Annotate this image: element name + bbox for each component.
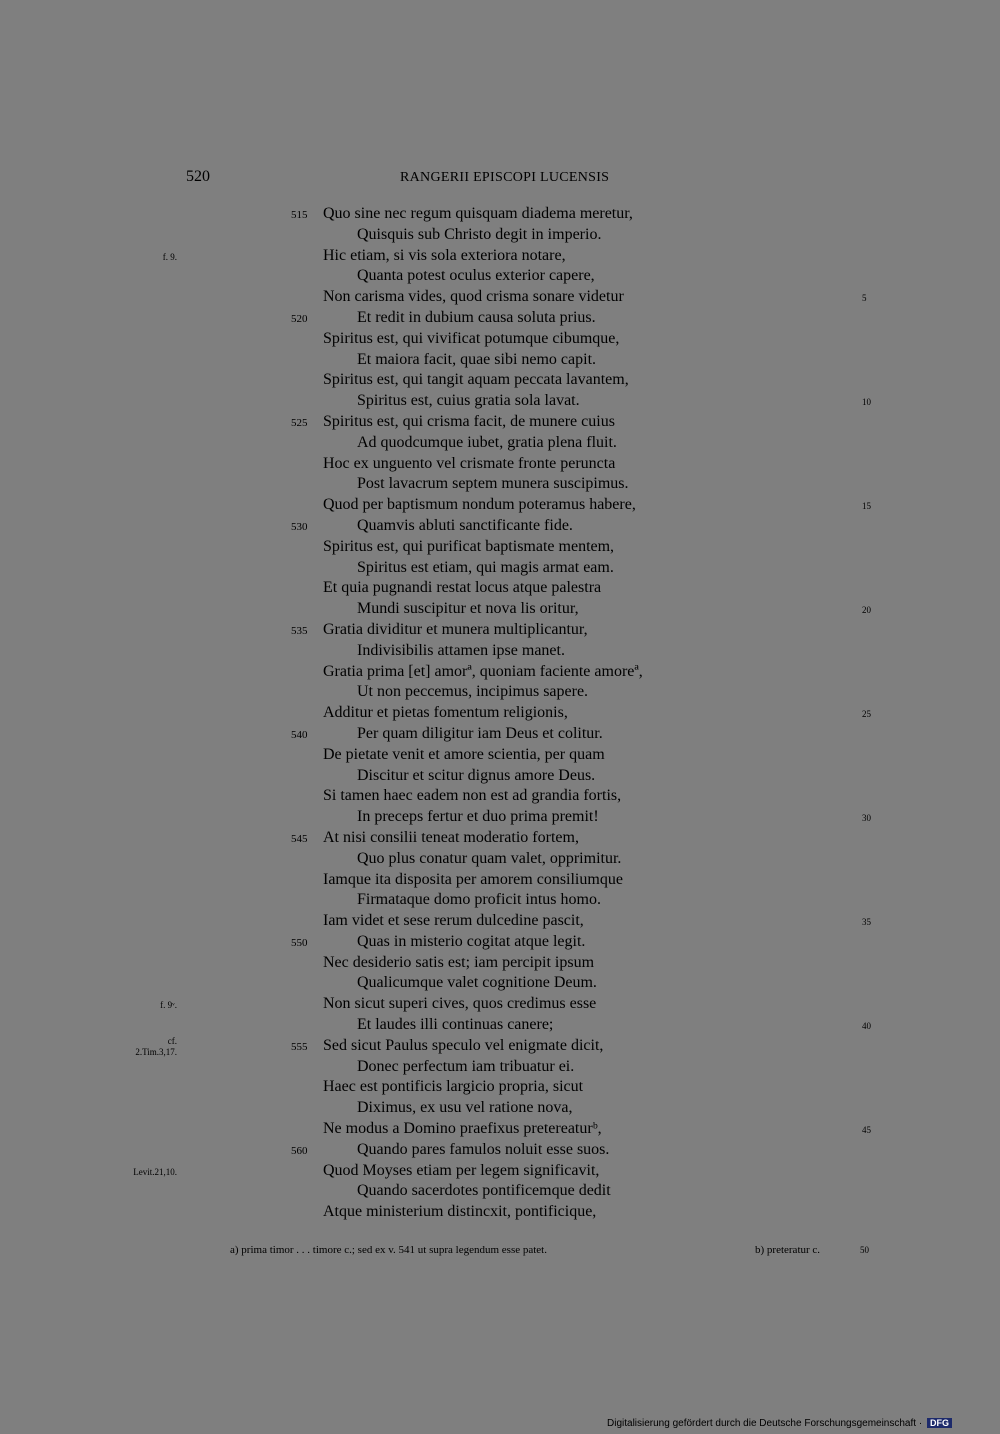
verse-text: Atque ministerium distincxit, pontificique, [323, 1203, 597, 1221]
verse-text: Spiritus est, cuius gratia sola lavat. [357, 392, 580, 410]
verse-text: Quas in misterio cogitat atque legit. [357, 932, 586, 950]
verse-text: Mundi suscipitur et nova lis oritur, [357, 600, 579, 618]
verse-line [0, 266, 1000, 287]
verse-text: Quo plus conatur quam valet, opprimitur. [357, 849, 622, 867]
verse-text: De pietate venit et amore scientia, per quam [323, 745, 605, 763]
verse-text: Hic etiam, si vis sola exteriora notare, [323, 246, 566, 264]
margin-note [135, 1036, 177, 1058]
verse-text: Diximus, ex usu vel ratione nova, [357, 1099, 573, 1117]
margin-note-line: cf. [167, 1035, 177, 1046]
verse-text: Spiritus est, qui tangit aquam peccata lavantem, [323, 371, 629, 389]
verse-text: Spiritus est etiam, qui magis armat eam. [357, 558, 614, 576]
verse-text: Additur et pietas fomentum religionis, [323, 704, 568, 722]
verse-text: Quod per baptismum nondum poteramus habere, [323, 496, 636, 514]
verse-line [0, 1181, 1000, 1202]
verse-line [0, 495, 1000, 516]
verse-line [0, 225, 1000, 246]
verse-line [0, 911, 1000, 932]
verse-line [0, 849, 1000, 870]
verse-line [0, 558, 1000, 579]
verse-text: Gratia dividitur et munera multiplicantur, [323, 620, 588, 638]
verse-line [0, 537, 1000, 558]
verse-line [0, 454, 1000, 475]
margin-note-line: Levit.21,10. [133, 1166, 177, 1177]
verse-line [0, 682, 1000, 703]
verse-line [0, 1140, 1000, 1161]
line-counter: 5 [862, 293, 867, 304]
margin-note-line: 2.Tim.3,17. [135, 1046, 177, 1057]
verse-line [0, 786, 1000, 807]
verse-line [0, 246, 1000, 267]
verse-line [0, 1098, 1000, 1119]
verse-number: 530 [291, 520, 308, 533]
verse-text: Donec perfectum iam tribuatur ei. [357, 1057, 575, 1075]
verse-line [0, 1202, 1000, 1223]
verse-text: Nec desiderio satis est; iam percipit ipsum [323, 953, 595, 971]
footnote-b: b) preteratur c. [755, 1244, 821, 1256]
verse-text: Qualicumque valet cognitione Deum. [357, 974, 597, 992]
verse-text: Ad quodcumque iubet, gratia plena fluit. [357, 433, 617, 451]
verse-line [0, 932, 1000, 953]
verse-text: Quando pares famulos noluit esse suos. [357, 1140, 610, 1158]
verse-line [0, 308, 1000, 329]
verse-text: In preceps fertur et duo prima premit! [357, 808, 599, 826]
verse-line [0, 516, 1000, 537]
verse-line [0, 599, 1000, 620]
verse-text: Non sicut superi cives, quos credimus esse [323, 995, 597, 1013]
margin-note [163, 252, 177, 263]
dfg-logo: DFG [927, 1418, 952, 1428]
verse-line [0, 433, 1000, 454]
verse-number: 550 [291, 936, 308, 949]
verse-text: Et quia pugnandi restat locus atque palestra [323, 579, 602, 597]
verse-line [0, 953, 1000, 974]
verse-text: Et maiora facit, quae sibi nemo capit. [357, 350, 597, 368]
verse-text: Spiritus est, qui purificat baptismate mentem, [323, 537, 615, 555]
verse-line [0, 391, 1000, 412]
verse-line [0, 370, 1000, 391]
verse-text: Quisquis sub Christo degit in imperio. [357, 225, 602, 243]
verse-text: Spiritus est, qui vivificat potumque cibumque, [323, 329, 620, 347]
verse-number: 540 [291, 728, 308, 741]
verse-line [0, 1161, 1000, 1182]
verse-text: Indivisibilis attamen ipse manet. [357, 641, 565, 659]
verse-text: Quanta potest oculus exterior capere, [357, 267, 595, 285]
verse-line [0, 578, 1000, 599]
funding-text: Digitalisierung gefördert durch die Deutsche Forschungsgemeinschaft · [607, 1418, 923, 1429]
verse-text: Spiritus est, qui crisma facit, de munere cuius [323, 412, 615, 430]
verse-lines [0, 204, 1000, 1223]
verse-line [0, 828, 1000, 849]
verse-line [0, 350, 1000, 371]
verse-line [0, 204, 1000, 225]
verse-line [0, 870, 1000, 891]
verse-line [0, 1015, 1000, 1036]
verse-text: Et laudes illi continuas canere; [357, 1016, 554, 1034]
verse-line [0, 1036, 1000, 1057]
verse-text: Post lavacrum septem munera suscipimus. [357, 475, 629, 493]
verse-line [0, 662, 1000, 683]
line-counter: 20 [862, 605, 871, 616]
verse-line [0, 641, 1000, 662]
verse-line [0, 329, 1000, 350]
verse-line [0, 287, 1000, 308]
verse-text: Hoc ex unguento vel crismate fronte peruncta [323, 454, 616, 472]
margin-note [133, 1167, 177, 1178]
verse-line [0, 724, 1000, 745]
verse-line [0, 1077, 1000, 1098]
verse-line [0, 745, 1000, 766]
verse-line [0, 766, 1000, 787]
verse-number: 525 [291, 416, 308, 429]
verse-line [0, 807, 1000, 828]
verse-line [0, 1057, 1000, 1078]
verse-text: Quod Moyses etiam per legem significavit, [323, 1161, 600, 1179]
verse-number: 555 [291, 1040, 308, 1053]
verse-text: Et redit in dubium causa soluta prius. [357, 308, 596, 326]
verse-text: At nisi consilii teneat moderatio fortem, [323, 828, 579, 846]
verse-text: Iam videt et sese rerum dulcedine pascit, [323, 912, 584, 930]
verse-number: 520 [291, 312, 308, 325]
verse-text: Ut non peccemus, incipimus sapere. [357, 683, 589, 701]
verse-line [0, 890, 1000, 911]
running-title: RANGERII EPISCOPI LUCENSIS [400, 170, 610, 185]
verse-line [0, 703, 1000, 724]
margin-note [160, 1000, 177, 1011]
verse-text: Haec est pontificis largicio propria, sicut [323, 1078, 584, 1096]
footnote-a: a) prima timor . . . timore c.; sed ex v. 541 ut supra legendum esse patet. [230, 1244, 547, 1256]
line-counter: 15 [862, 501, 871, 512]
verse-text: Sed sicut Paulus speculo vel enigmate dicit, [323, 1036, 604, 1054]
line-counter: 45 [862, 1125, 871, 1136]
verse-line [0, 474, 1000, 495]
line-counter: 10 [862, 397, 871, 408]
verse-line [0, 412, 1000, 433]
page-number: 520 [186, 168, 210, 185]
verse-line [0, 1119, 1000, 1140]
line-counter: 30 [862, 813, 871, 824]
verse-text: Quando sacerdotes pontificemque dedit [357, 1182, 611, 1200]
verse-text: Gratia prima [et] amorª, quoniam faciente amoreª, [323, 662, 643, 680]
verse-number: 560 [291, 1144, 308, 1157]
verse-text: Si tamen haec eadem non est ad grandia fortis, [323, 787, 622, 805]
verse-number: 515 [291, 209, 308, 221]
footnote-line-counter: 50 [860, 1245, 869, 1255]
margin-note-line: f. 9ᵛ. [160, 1000, 177, 1011]
verse-line [0, 994, 1000, 1015]
margin-note-line: f. 9. [162, 251, 177, 262]
dfg-footer [607, 1418, 952, 1429]
verse-line [0, 973, 1000, 994]
verse-text: Ne modus a Domino praefixus pretereaturᵇ, [323, 1120, 602, 1138]
verse-text: Non carisma vides, quod crisma sonare videtur [323, 288, 624, 306]
verse-text: Iamque ita disposita per amorem consiliumque [323, 870, 623, 888]
verse-line [0, 620, 1000, 641]
verse-text: Firmataque domo proficit intus homo. [357, 891, 601, 909]
line-counter: 25 [862, 709, 871, 720]
line-counter: 35 [862, 917, 871, 928]
verse-text: Per quam diligitur iam Deus et colitur. [357, 724, 603, 742]
verse-number: 545 [291, 832, 308, 845]
line-counter: 40 [862, 1021, 871, 1032]
verse-text: Quamvis abluti sanctificante fide. [357, 516, 573, 534]
verse-number: 535 [291, 624, 308, 637]
verse-text: Quo sine nec regum quisquam diadema meretur, [323, 205, 633, 222]
verse-text: Discitur et scitur dignus amore Deus. [357, 766, 596, 784]
